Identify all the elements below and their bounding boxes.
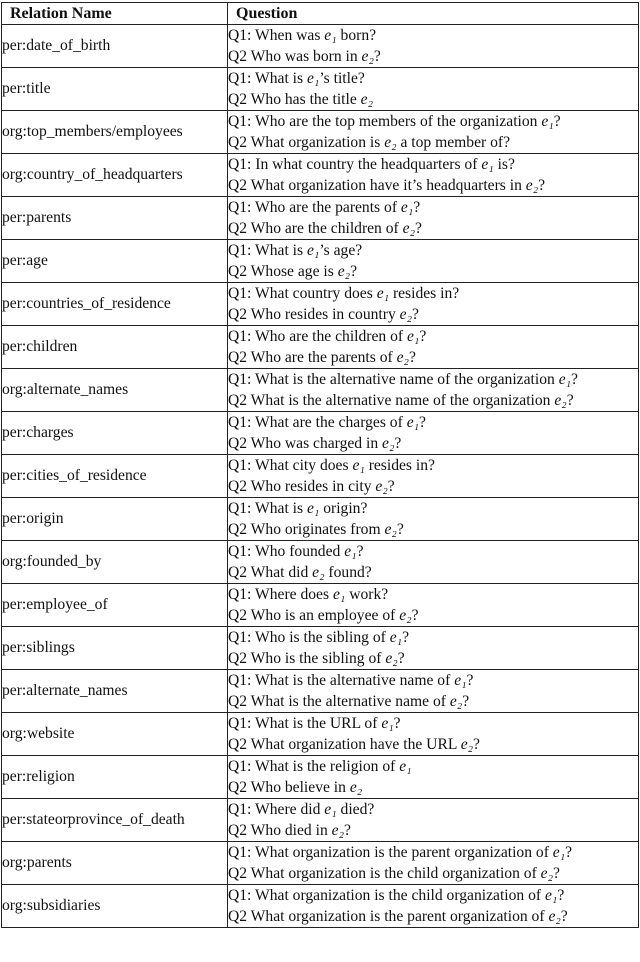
entity-variable: e₁: [344, 543, 357, 560]
relation-name-cell: org:subsidiaries: [2, 885, 228, 928]
relation-name-cell: per:religion: [2, 756, 228, 799]
question-2: Q2 What organization is the child organization of e₂?: [228, 865, 560, 882]
question-cell: [228, 498, 639, 541]
relation-name-cell: per:date_of_birth: [2, 25, 228, 68]
relation-name-cell: per:origin: [2, 498, 228, 541]
question-1: Q1: What is e₁’s title?: [228, 70, 365, 87]
question-1: Q1: What organization is the child organization of e₁?: [228, 887, 565, 904]
entity-variable: e₁: [352, 457, 365, 474]
header-relation-name: Relation Name: [2, 3, 228, 25]
entity-variable: e₂: [402, 220, 415, 237]
table-row: [2, 25, 639, 68]
question-2: Q2 Who resides in country e₂?: [228, 306, 419, 323]
relation-name-cell: per:cities_of_residence: [2, 455, 228, 498]
entity-variable: e₂: [382, 435, 395, 452]
relation-name-cell: org:website: [2, 713, 228, 756]
entity-variable: e₂: [360, 91, 374, 108]
table-row: [2, 756, 639, 799]
entity-variable: e₂: [460, 736, 474, 753]
question-1: Q1: When was e₁ born?: [228, 27, 377, 44]
question-cell: [228, 885, 639, 928]
entity-variable: e₂: [375, 478, 388, 495]
entity-variable: e₁: [481, 156, 494, 173]
question-2: Q2 Who are the parents of e₂?: [228, 349, 416, 366]
relation-name-cell: per:age: [2, 240, 228, 283]
entity-variable: e₂: [312, 564, 325, 581]
entity-variable: e₂: [548, 908, 561, 925]
table-body: [2, 25, 639, 928]
relation-name-cell: org:alternate_names: [2, 369, 228, 412]
table-row: [2, 670, 639, 713]
table-row: [2, 68, 639, 111]
entity-variable: e₁: [306, 242, 320, 259]
table-row: [2, 885, 639, 928]
question-1: Q1: In what country the headquarters of e₁ is?: [228, 156, 515, 173]
table-row: [2, 541, 639, 584]
relation-name-cell: per:children: [2, 326, 228, 369]
table-row: [2, 627, 639, 670]
table-row: [2, 584, 639, 627]
entity-variable: e₁: [552, 844, 566, 861]
question-1: Q1: Who are the children of e₁?: [228, 328, 427, 345]
entity-variable: e₁: [406, 328, 420, 345]
relation-name-cell: per:parents: [2, 197, 228, 240]
entity-variable: e₁: [389, 629, 403, 646]
relation-name-cell: org:parents: [2, 842, 228, 885]
question-1: Q1: What is the alternative name of the organization e₁?: [228, 371, 578, 388]
entity-variable: e₂: [399, 607, 412, 624]
question-cell: [228, 197, 639, 240]
question-1: Q1: Where did e₁ died?: [228, 801, 375, 818]
question-2: Q2 Whose age is e₂?: [228, 263, 357, 280]
entity-variable: e₁: [454, 672, 467, 689]
relation-name-cell: per:title: [2, 68, 228, 111]
question-1: Q1: What organization is the parent organization of e₁?: [228, 844, 573, 861]
table-row: [2, 842, 639, 885]
relation-name-cell: per:stateorprovince_of_death: [2, 799, 228, 842]
table-row: [2, 412, 639, 455]
entity-variable: e₁: [306, 500, 320, 517]
question-cell: [228, 111, 639, 154]
entity-variable: e₁: [332, 586, 346, 603]
relation-name-cell: per:employee_of: [2, 584, 228, 627]
entity-variable: e₂: [399, 306, 412, 323]
question-2: Q2 What is the alternative name of the organization e₂?: [228, 392, 574, 409]
relation-name-cell: per:alternate_names: [2, 670, 228, 713]
question-2: Q2 What is the alternative name of e₂?: [228, 693, 470, 710]
question-cell: [228, 670, 639, 713]
question-1: Q1: Where does e₁ work?: [228, 586, 389, 603]
entity-variable: e₁: [558, 371, 572, 388]
entity-variable: e₂: [554, 392, 567, 409]
question-2: Q2 Who is an employee of e₂?: [228, 607, 419, 624]
question-cell: [228, 283, 639, 326]
question-2: Q2 Who resides in city e₂?: [228, 478, 395, 495]
question-1: Q1: What is the alternative name of e₁?: [228, 672, 474, 689]
entity-variable: e₁: [399, 758, 412, 775]
question-1: Q1: What city does e₁ resides in?: [228, 457, 435, 474]
entity-variable: e₁: [406, 414, 420, 431]
relation-name-cell: per:siblings: [2, 627, 228, 670]
question-cell: [228, 799, 639, 842]
question-cell: [228, 756, 639, 799]
question-2: Q2 What organization have it’s headquarters in e₂?: [228, 177, 546, 194]
table-row: [2, 283, 639, 326]
table-row: [2, 369, 639, 412]
question-2: Q2 Who originates from e₂?: [228, 521, 404, 538]
question-2: Q2 Who was born in e₂?: [228, 48, 381, 65]
question-1: Q1: Who founded e₁?: [228, 543, 364, 560]
question-2: Q2 Who was charged in e₂?: [228, 435, 402, 452]
table-row: [2, 713, 639, 756]
question-cell: [228, 455, 639, 498]
question-2: Q2 Who died in e₂?: [228, 822, 351, 839]
table-row: [2, 799, 639, 842]
relation-name-cell: per:countries_of_residence: [2, 283, 228, 326]
table-row: [2, 197, 639, 240]
table-caption: [0, 950, 640, 962]
table-row: [2, 455, 639, 498]
question-cell: [228, 240, 639, 283]
question-cell: [228, 154, 639, 197]
table-row: [2, 154, 639, 197]
question-1: Q1: What is e₁ origin?: [228, 500, 368, 517]
relation-name-cell: org:founded_by: [2, 541, 228, 584]
relation-name-cell: org:top_members/employees: [2, 111, 228, 154]
question-cell: [228, 584, 639, 627]
question-cell: [228, 68, 639, 111]
entity-variable: e₁: [541, 113, 554, 130]
table-row: [2, 111, 639, 154]
relation-question-table: [1, 2, 639, 928]
question-1: Q1: What is e₁’s age?: [228, 242, 363, 259]
question-1: Q1: What is the religion of e₁: [228, 758, 412, 775]
question-cell: [228, 25, 639, 68]
question-1: Q1: What country does e₁ resides in?: [228, 285, 460, 302]
question-2: Q2 What organization is e₂ a top member of?: [228, 134, 510, 151]
question-1: Q1: Who are the parents of e₁?: [228, 199, 421, 216]
entity-variable: e₂: [337, 263, 351, 280]
entity-variable: e₂: [525, 177, 539, 194]
header-question: Question: [228, 3, 639, 25]
table-row: [2, 326, 639, 369]
entity-variable: e₂: [361, 48, 374, 65]
entity-variable: e₂: [384, 134, 397, 151]
question-2: Q2 Who believe in e₂: [228, 779, 363, 796]
entity-variable: e₁: [400, 199, 414, 216]
question-2: Q2 What organization is the parent organization of e₂?: [228, 908, 568, 925]
table-row: [2, 498, 639, 541]
entity-variable: e₂: [396, 349, 409, 366]
entity-variable: e₁: [545, 887, 558, 904]
question-cell: [228, 713, 639, 756]
question-2: Q2 Who are the children of e₂?: [228, 220, 422, 237]
relation-name-cell: org:country_of_headquarters: [2, 154, 228, 197]
entity-variable: e₂: [385, 650, 398, 667]
question-1: Q1: What are the charges of e₁?: [228, 414, 426, 431]
question-2: Q2 What did e₂ found?: [228, 564, 372, 581]
question-cell: [228, 541, 639, 584]
entity-variable: e₁: [381, 715, 394, 732]
entity-variable: e₂: [384, 521, 397, 538]
entity-variable: e₂: [449, 693, 463, 710]
question-cell: [228, 369, 639, 412]
question-1: Q1: What is the URL of e₁?: [228, 715, 401, 732]
question-1: Q1: Who are the top members of the organization e₁?: [228, 113, 561, 130]
question-2: Q2 Who has the title e₂: [228, 91, 374, 108]
question-cell: [228, 627, 639, 670]
question-cell: [228, 412, 639, 455]
question-cell: [228, 842, 639, 885]
question-cell: [228, 326, 639, 369]
entity-variable: e₂: [349, 779, 363, 796]
entity-variable: e₁: [306, 70, 320, 87]
table-header-row: [2, 3, 639, 25]
entity-variable: e₁: [324, 801, 337, 818]
question-1: Q1: Who is the sibling of e₁?: [228, 629, 409, 646]
table-row: [2, 240, 639, 283]
entity-variable: e₁: [324, 27, 337, 44]
entity-variable: e₂: [540, 865, 554, 882]
question-2: Q2 Who is the sibling of e₂?: [228, 650, 405, 667]
relation-name-cell: per:charges: [2, 412, 228, 455]
entity-variable: e₂: [331, 822, 345, 839]
question-2: Q2 What organization have the URL e₂?: [228, 736, 480, 753]
entity-variable: e₁: [376, 285, 390, 302]
